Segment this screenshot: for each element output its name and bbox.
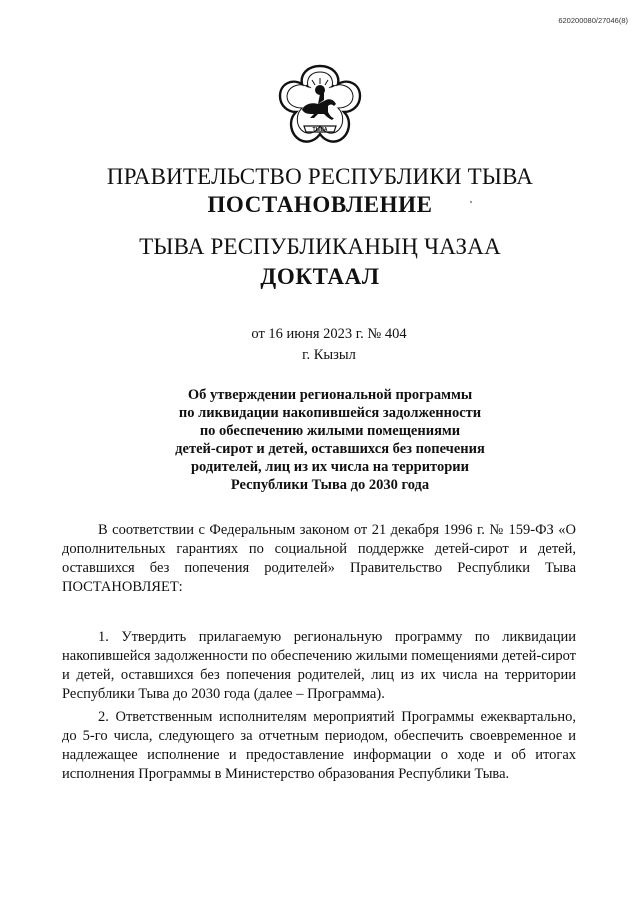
body-paragraph [62, 628, 576, 704]
paragraph-text: В соответствии с Федеральным законом от 21 декабря 1996 г. № 159-ФЗ «О дополнительных гарантиях по социальной поддержке детей-сирот и детей, оставшихся без попечения родителей» Правительство Республики Тыва ПОСТАНОВЛЯЕТ: [62, 522, 576, 595]
subject-line: по ликвидации накопившейся задолженности [178, 405, 482, 421]
decree-city: г. Кызыл [302, 347, 356, 363]
tyva-coat-of-arms-icon [274, 60, 366, 152]
subject-line: Республики Тыва до 2030 года [230, 477, 430, 493]
paragraph-text: 1. Утвердить прилагаемую региональную программу по ликвидации накопившейся задолженности по обеспечению жилыми помещениями детей-сирот и детей, оставшихся без попечения родителей, лиц из их числа на территории Республики Тыва до 2030 года (далее – Программа). [62, 629, 576, 702]
government-title-tyvan: ТЫВА РЕСПУБЛИКАНЫҢ ЧАЗАА [139, 234, 501, 259]
decree-title-tyvan: ДОКТААЛ [260, 264, 380, 289]
subject-line: детей-сирот и детей, оставшихся без попечения [175, 441, 485, 457]
subject-line: по обеспечению жилыми помещениями [199, 423, 461, 439]
decree-date: от 16 июня 2023 г. № 404 [251, 326, 407, 342]
subject-line: Об утверждении региональной программы [187, 387, 473, 403]
paragraph-text: 2. Ответственным исполнителям мероприятий Программы ежеквартально, до 5-го числа, следующего за отчетным периодом, обеспечить своевременное и надлежащее исполнение и предоставление информации о ходе и об итогах исполнения Программы в Министерство образования Республики Тыва. [62, 709, 576, 782]
decree-subject [120, 386, 540, 494]
government-title: ПРАВИТЕЛЬСТВО РЕСПУБЛИКИ ТЫВА [106, 164, 534, 189]
subject-line: родителей, лиц из их числа на территории [190, 459, 470, 475]
body-paragraph [62, 708, 576, 784]
scan-speck [470, 201, 472, 203]
decree-title: ПОСТАНОВЛЕНИЕ [207, 192, 433, 217]
body-paragraph [62, 521, 576, 597]
emblem-ribbon-text: ТЫВА [312, 127, 328, 133]
document-id: 620200080/27046(8) [558, 16, 628, 25]
